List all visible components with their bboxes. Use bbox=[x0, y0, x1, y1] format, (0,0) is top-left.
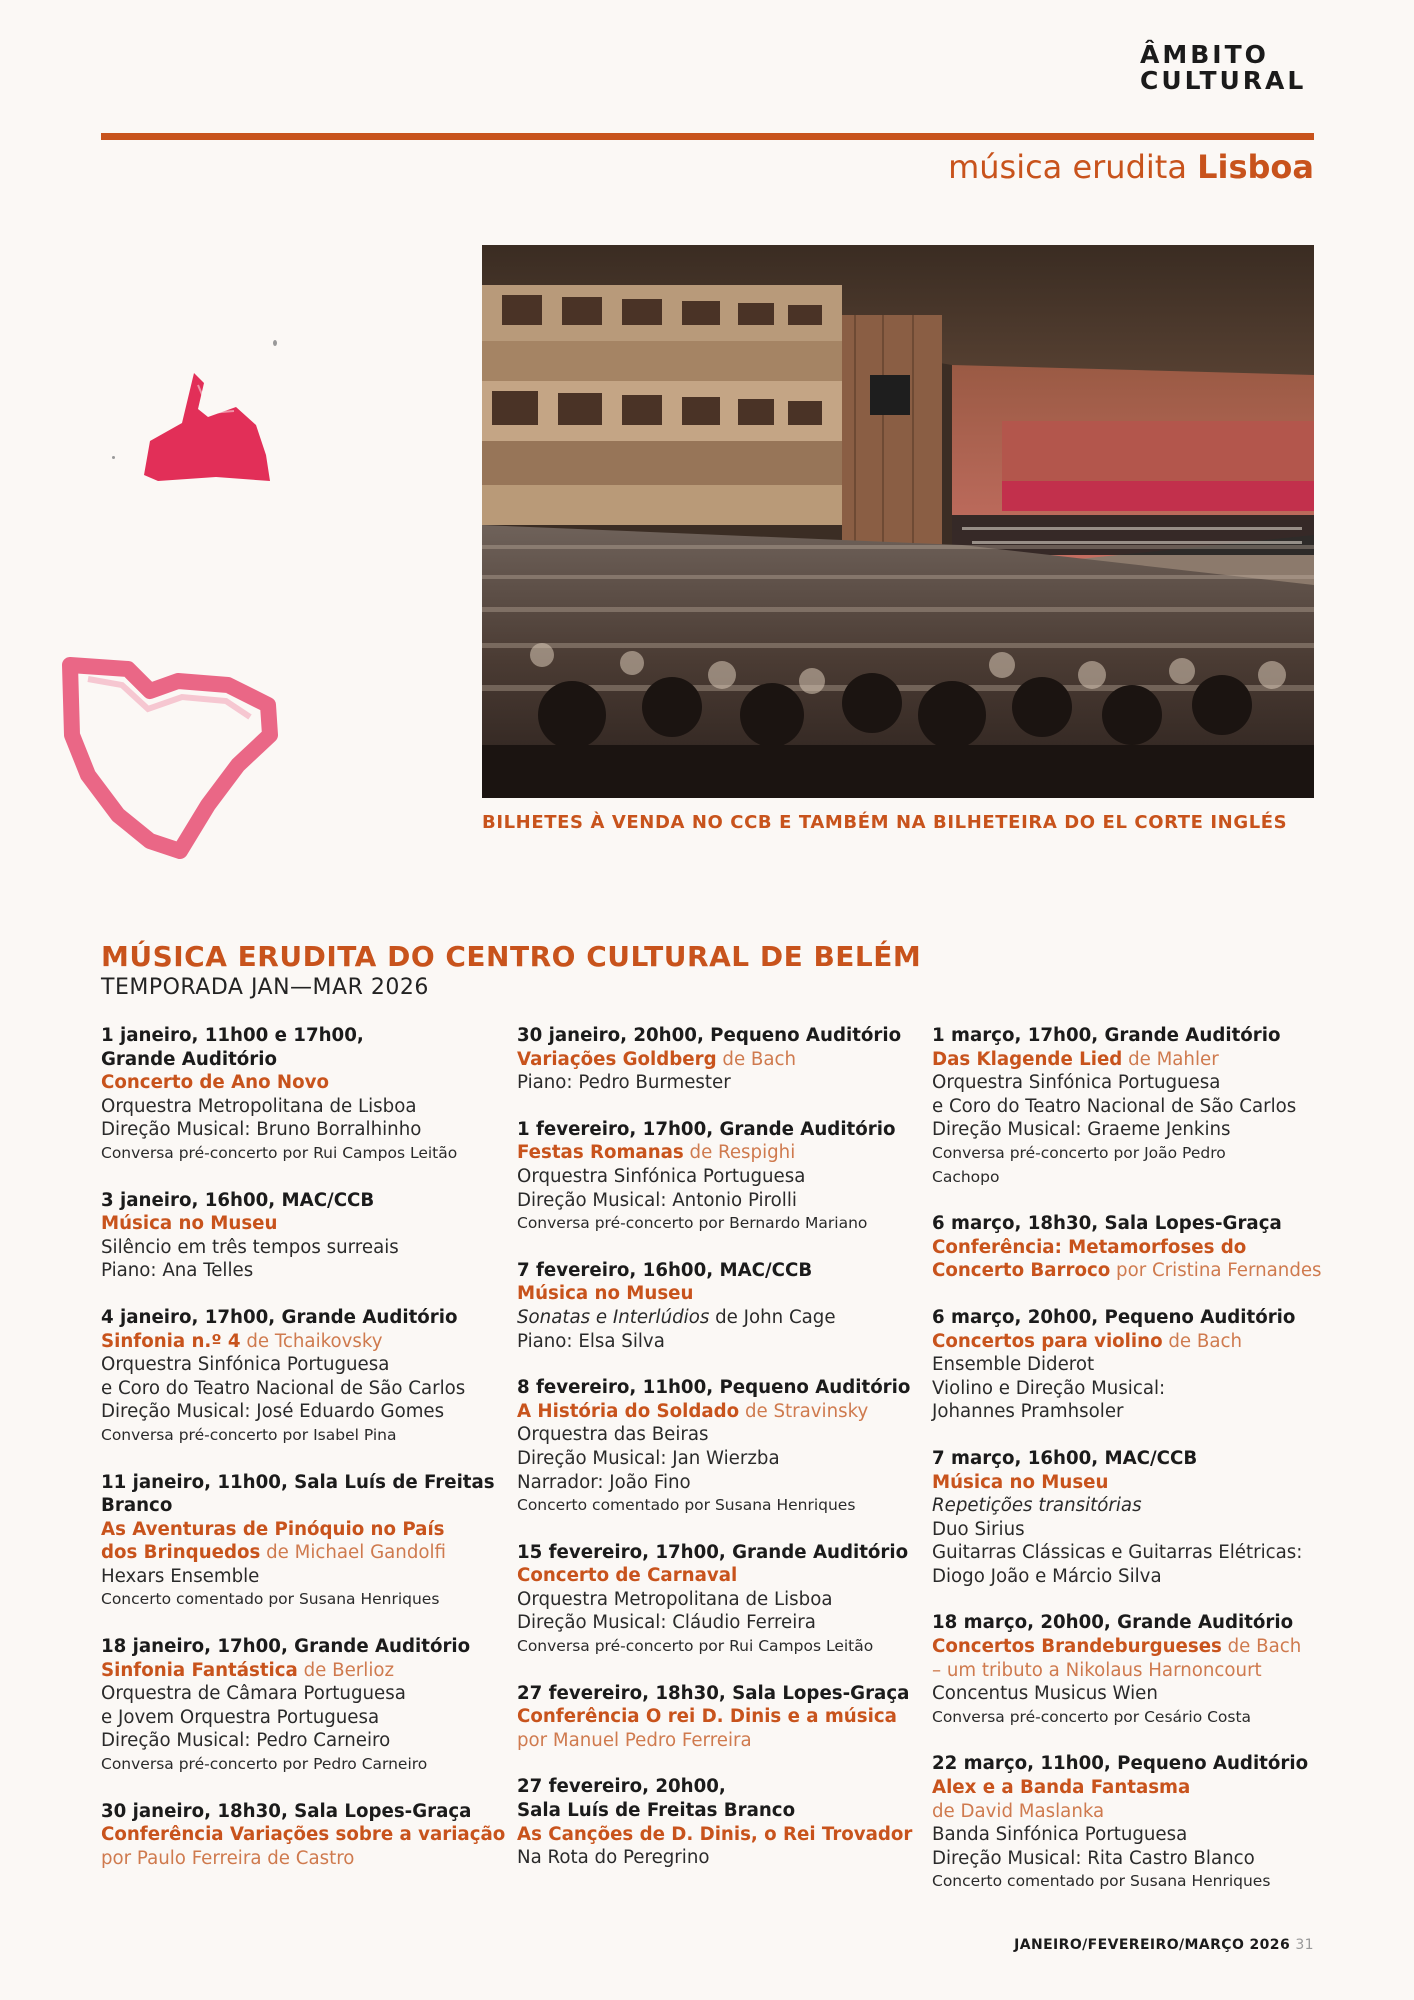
event-composer: de Berlioz bbox=[297, 1659, 395, 1681]
event-title-line bbox=[932, 1659, 1332, 1683]
event-title: Das Klagende Lied bbox=[932, 1048, 1123, 1070]
logo-line-1: ÂMBITO bbox=[1140, 40, 1269, 69]
event-performers: Concentus Musicus Wien bbox=[932, 1683, 1158, 1705]
event-date: 8 fevereiro, 11h00, Pequeno Auditório bbox=[517, 1377, 911, 1399]
event-title: Concertos Brandeburgueses bbox=[932, 1636, 1222, 1658]
event-performers: Na Rota do Peregrino bbox=[517, 1847, 710, 1869]
event-composer: de Mahler bbox=[1122, 1048, 1219, 1070]
concert-hall-photo bbox=[482, 245, 1314, 798]
event-performers: Orquestra Sinfónica Portuguesa bbox=[517, 1165, 806, 1187]
event-performers: Direção Musical: Antonio Pirolli bbox=[517, 1189, 797, 1211]
page-footer bbox=[1014, 1937, 1314, 1953]
event-performers: Direção Musical: Pedro Carneiro bbox=[101, 1730, 391, 1752]
event-note: Conversa pré-concerto por Cesário Costa bbox=[932, 1707, 1252, 1726]
event-title-line bbox=[932, 1776, 1332, 1800]
events-column-3 bbox=[932, 1024, 1332, 1917]
event-performers: Piano: Elsa Silva bbox=[517, 1330, 665, 1352]
event-date: 18 março, 20h00, Grande Auditório bbox=[932, 1612, 1294, 1634]
event-performers: Orquestra Sinfónica Portuguesa bbox=[101, 1354, 390, 1376]
red-ink-stamp bbox=[138, 365, 278, 485]
event-composer: de Bach bbox=[1221, 1636, 1302, 1658]
event-date: 1 fevereiro, 17h00, Grande Auditório bbox=[517, 1118, 896, 1140]
event-work-title: Sonatas e Interlúdios bbox=[517, 1306, 710, 1328]
pink-ink-heart-stamp bbox=[58, 655, 288, 865]
event-item bbox=[517, 1024, 912, 1095]
event-performers: Orquestra Sinfónica Portuguesa bbox=[932, 1072, 1221, 1094]
event-title: Festas Romanas bbox=[517, 1142, 684, 1164]
section-title bbox=[948, 148, 1314, 186]
event-title: Concertos para violino bbox=[932, 1330, 1163, 1352]
event-item bbox=[517, 1541, 912, 1659]
footer-issue: JANEIRO/FEVEREIRO/MARÇO 2026 bbox=[1014, 1937, 1291, 1953]
event-composer: de David Maslanka bbox=[932, 1800, 1105, 1822]
event-performers: Ensemble Diderot bbox=[932, 1354, 1095, 1376]
event-performers: Direção Musical: Jan Wierzba bbox=[517, 1447, 780, 1469]
event-title: Sinfonia n.º 4 bbox=[101, 1330, 241, 1352]
event-item bbox=[101, 1635, 496, 1777]
event-date: 18 janeiro, 17h00, Grande Auditório bbox=[101, 1636, 471, 1658]
event-item bbox=[517, 1118, 912, 1236]
header-rule bbox=[101, 133, 1314, 140]
event-item bbox=[101, 1471, 496, 1613]
event-item bbox=[517, 1682, 912, 1753]
event-date: 1 março, 17h00, Grande Auditório bbox=[932, 1025, 1281, 1046]
event-performers: Piano: Pedro Burmester bbox=[517, 1072, 731, 1094]
event-work-line bbox=[932, 1494, 1332, 1518]
event-performers: Direção Musical: Graeme Jenkins bbox=[932, 1119, 1231, 1141]
event-performers: Narrador: João Fino bbox=[517, 1471, 691, 1493]
event-title: Concerto de Ano Novo bbox=[101, 1072, 330, 1094]
event-title: Sinfonia Fantástica bbox=[101, 1659, 298, 1681]
event-title: Concerto de Carnaval bbox=[517, 1565, 738, 1587]
event-date: 15 fevereiro, 17h00, Grande Auditório bbox=[517, 1541, 909, 1563]
event-title: As Aventuras de Pinóquio no País bbox=[101, 1518, 445, 1540]
event-title-line bbox=[517, 1705, 912, 1729]
event-item bbox=[101, 1189, 496, 1283]
event-performers: Orquestra Metropolitana de Lisboa bbox=[517, 1588, 833, 1610]
event-date: Grande Auditório bbox=[101, 1048, 277, 1070]
event-performers: Direção Musical: Bruno Borralhinho bbox=[101, 1119, 422, 1141]
event-date: 11 janeiro, 11h00, Sala Luís de Freitas bbox=[101, 1471, 495, 1493]
event-performers: Piano: Ana Telles bbox=[101, 1260, 254, 1282]
event-title-line bbox=[517, 1729, 912, 1753]
section-title-bold: Lisboa bbox=[1197, 148, 1314, 186]
event-title: Concerto Barroco bbox=[932, 1260, 1111, 1282]
event-note: Conversa pré-concerto por Rui Campos Leitão bbox=[517, 1637, 874, 1656]
event-date: 4 janeiro, 17h00, Grande Auditório bbox=[101, 1306, 458, 1328]
event-item bbox=[932, 1212, 1332, 1283]
logo-line-2: CULTURAL bbox=[1140, 66, 1307, 95]
event-composer: de Bach bbox=[1162, 1330, 1243, 1352]
event-note: Concerto comentado por Susana Henriques bbox=[101, 1590, 440, 1609]
event-performers: Duo Sirius bbox=[932, 1518, 1025, 1540]
event-title-line bbox=[517, 1823, 912, 1847]
event-title-line bbox=[101, 1071, 496, 1095]
event-date: 27 fevereiro, 18h30, Sala Lopes-Graça bbox=[517, 1682, 910, 1704]
events-column-2 bbox=[517, 1024, 912, 1893]
event-performers: Orquestra de Câmara Portuguesa bbox=[101, 1683, 406, 1705]
listing-subtitle: TEMPORADA JAN—MAR 2026 bbox=[101, 975, 429, 1000]
event-composer: de Respighi bbox=[683, 1142, 796, 1164]
event-date: 30 janeiro, 18h30, Sala Lopes-Graça bbox=[101, 1800, 472, 1822]
event-title: Alex e a Banda Fantasma bbox=[932, 1777, 1191, 1799]
event-title-line bbox=[932, 1236, 1332, 1260]
event-composer: de Michael Gandolfi bbox=[260, 1542, 447, 1564]
event-work-title: Repetições transitórias bbox=[932, 1495, 1142, 1517]
event-title-line bbox=[101, 1330, 496, 1354]
event-date: 6 março, 20h00, Pequeno Auditório bbox=[932, 1306, 1296, 1328]
event-title-line bbox=[932, 1635, 1332, 1659]
event-composer: por Cristina Fernandes bbox=[1110, 1260, 1322, 1282]
event-note: Cachopo bbox=[932, 1167, 1000, 1186]
event-note: Concerto comentado por Susana Henriques bbox=[517, 1496, 856, 1515]
event-title-line bbox=[932, 1471, 1332, 1495]
event-note: Conversa pré-concerto por Isabel Pina bbox=[101, 1425, 397, 1444]
event-title: Música no Museu bbox=[517, 1283, 694, 1305]
event-performers: Banda Sinfónica Portuguesa bbox=[932, 1824, 1188, 1846]
event-date: 22 março, 11h00, Pequeno Auditório bbox=[932, 1753, 1309, 1775]
event-date: 7 fevereiro, 16h00, MAC/CCB bbox=[517, 1259, 813, 1281]
event-title-line bbox=[932, 1800, 1332, 1824]
event-title-line bbox=[101, 1518, 496, 1542]
event-performers: Hexars Ensemble bbox=[101, 1565, 260, 1587]
event-performers: e Jovem Orquestra Portuguesa bbox=[101, 1706, 380, 1728]
event-title-line bbox=[932, 1259, 1332, 1283]
event-work-line bbox=[517, 1306, 912, 1330]
event-title-line bbox=[101, 1847, 496, 1871]
event-performers: Direção Musical: José Eduardo Gomes bbox=[101, 1401, 445, 1423]
ink-speck bbox=[273, 340, 277, 346]
event-work-composer: de John Cage bbox=[709, 1306, 836, 1328]
event-performers: Violino e Direção Musical: bbox=[932, 1377, 1166, 1399]
event-title: A História do Soldado bbox=[517, 1400, 740, 1422]
ink-speck bbox=[112, 456, 115, 459]
event-performers: Orquestra das Beiras bbox=[517, 1424, 709, 1446]
event-item bbox=[932, 1611, 1332, 1729]
event-composer: de Tchaikovsky bbox=[240, 1330, 383, 1352]
event-performers: Direção Musical: Rita Castro Blanco bbox=[932, 1847, 1255, 1869]
event-composer: de Bach bbox=[716, 1048, 797, 1070]
event-performers: Direção Musical: Cláudio Ferreira bbox=[517, 1612, 816, 1634]
event-title-line bbox=[101, 1823, 506, 1847]
event-composer: de Stravinsky bbox=[739, 1400, 869, 1422]
event-title-line bbox=[101, 1212, 496, 1236]
event-item bbox=[101, 1024, 496, 1166]
event-performers: Silêncio em três tempos surreais bbox=[101, 1236, 399, 1258]
event-title: dos Brinquedos bbox=[101, 1542, 261, 1564]
event-title-line bbox=[101, 1659, 496, 1683]
events-column-1 bbox=[101, 1024, 506, 1893]
event-performers: Diogo João e Márcio Silva bbox=[932, 1565, 1162, 1587]
event-title: Conferência O rei D. Dinis e a música bbox=[517, 1706, 897, 1728]
event-item bbox=[517, 1775, 912, 1869]
event-note: Conversa pré-concerto por Pedro Carneiro bbox=[101, 1755, 428, 1774]
event-title-line bbox=[517, 1282, 912, 1306]
event-performers: Johannes Pramhsoler bbox=[932, 1401, 1124, 1423]
concert-hall-image bbox=[482, 245, 1314, 798]
event-title: As Canções de D. Dinis, o Rei Trovador bbox=[517, 1823, 913, 1845]
event-item bbox=[932, 1024, 1332, 1189]
event-composer: – um tributo a Nikolaus Harnoncourt bbox=[932, 1659, 1262, 1681]
event-note: Conversa pré-concerto por João Pedro bbox=[932, 1143, 1226, 1162]
event-date: Branco bbox=[101, 1495, 173, 1517]
event-item bbox=[932, 1752, 1332, 1894]
section-title-normal: música erudita bbox=[948, 148, 1187, 186]
event-performers: e Coro do Teatro Nacional de São Carlos bbox=[101, 1377, 466, 1399]
event-title: Música no Museu bbox=[932, 1471, 1109, 1493]
event-title-line bbox=[517, 1564, 912, 1588]
event-note: Conversa pré-concerto por Bernardo Mariano bbox=[517, 1214, 868, 1233]
event-title: Variações Goldberg bbox=[517, 1048, 717, 1070]
event-date: 30 janeiro, 20h00, Pequeno Auditório bbox=[517, 1025, 902, 1046]
event-performers: Guitarras Clássicas e Guitarras Elétricas: bbox=[932, 1542, 1303, 1564]
event-date: 1 janeiro, 11h00 e 17h00, bbox=[101, 1025, 364, 1046]
event-item bbox=[517, 1259, 912, 1353]
photo-caption: BILHETES À VENDA NO CCB E TAMBÉM NA BILHETEIRA DO EL CORTE INGLÉS bbox=[482, 812, 1288, 833]
event-title-line bbox=[932, 1330, 1332, 1354]
event-date: 3 janeiro, 16h00, MAC/CCB bbox=[101, 1189, 375, 1211]
event-title-line bbox=[517, 1400, 912, 1424]
listing-title: MÚSICA ERUDITA DO CENTRO CULTURAL DE BELÉM bbox=[101, 940, 922, 973]
event-performers: Orquestra Metropolitana de Lisboa bbox=[101, 1095, 417, 1117]
event-composer: por Manuel Pedro Ferreira bbox=[517, 1729, 752, 1751]
event-performers: e Coro do Teatro Nacional de São Carlos bbox=[932, 1095, 1297, 1117]
event-item bbox=[932, 1447, 1332, 1589]
event-item bbox=[517, 1376, 912, 1518]
event-title-line bbox=[517, 1048, 912, 1072]
event-date: 27 fevereiro, 20h00, bbox=[517, 1776, 726, 1798]
event-date: 6 março, 18h30, Sala Lopes-Graça bbox=[932, 1213, 1282, 1235]
event-note: Concerto comentado por Susana Henriques bbox=[932, 1872, 1271, 1891]
event-note: Conversa pré-concerto por Rui Campos Leitão bbox=[101, 1143, 458, 1162]
event-date: Sala Luís de Freitas Branco bbox=[517, 1800, 796, 1822]
event-title: Música no Museu bbox=[101, 1213, 278, 1235]
magazine-logo bbox=[1140, 42, 1315, 94]
event-composer: por Paulo Ferreira de Castro bbox=[101, 1847, 355, 1869]
event-item bbox=[932, 1306, 1332, 1424]
event-date: 7 março, 16h00, MAC/CCB bbox=[932, 1447, 1198, 1469]
event-title-line bbox=[517, 1141, 912, 1165]
event-title: Conferência Variações sobre a variação bbox=[101, 1824, 506, 1846]
event-title-line bbox=[101, 1541, 496, 1565]
event-title-line bbox=[932, 1048, 1332, 1072]
page-number: 31 bbox=[1295, 1937, 1314, 1953]
event-title: Conferência: Metamorfoses do bbox=[932, 1236, 1247, 1258]
event-item bbox=[101, 1306, 496, 1448]
event-item bbox=[101, 1800, 506, 1871]
